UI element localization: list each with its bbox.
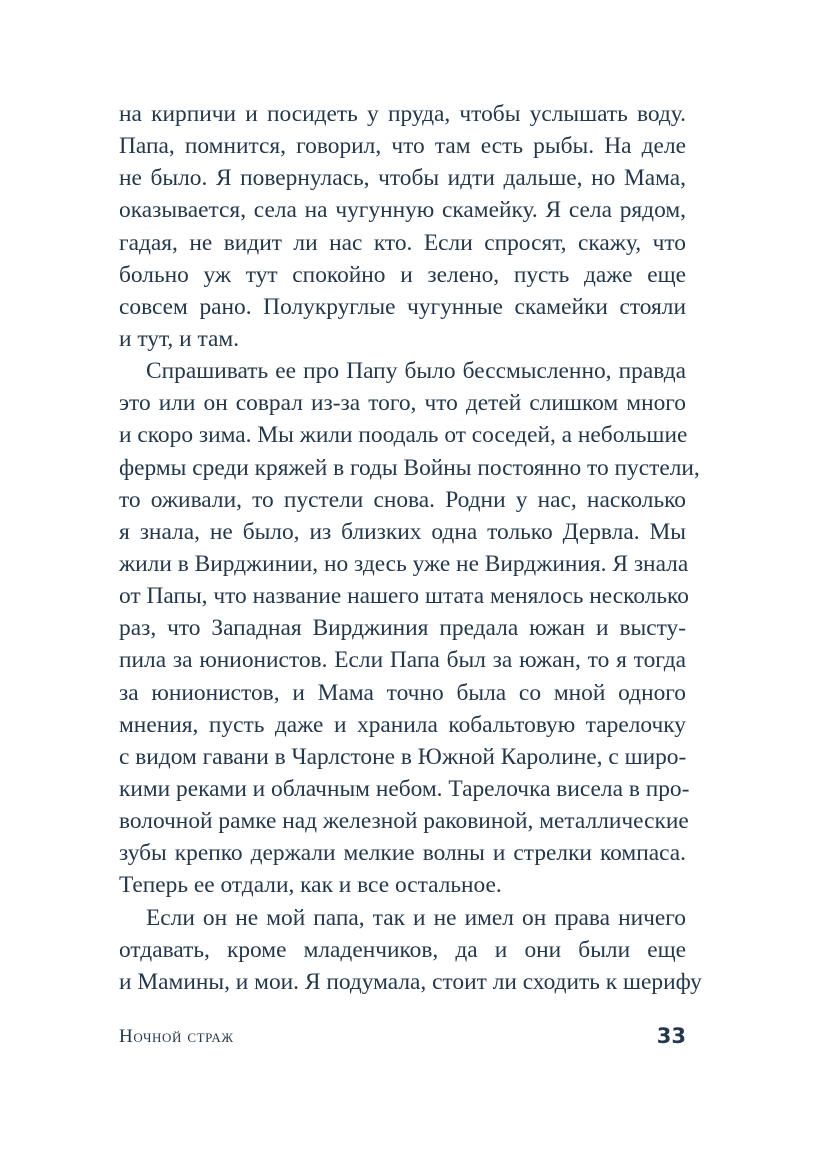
text-line: я знала, не было, из близких одна только Дервла. Мы: [119, 518, 686, 545]
text-line: отдавать, кроме младенчиков, да и они были еще: [119, 936, 686, 963]
paragraph: [119, 355, 700, 901]
text-line: Теперь ее отдали, как и все остальное.: [119, 872, 502, 899]
text-line: то оживали, то пустели снова. Родни у нас, насколько: [119, 486, 686, 513]
text-line: за юнионистов, и Мама точно была со мной одного: [119, 679, 686, 706]
paragraph: [119, 98, 686, 355]
text-line: мнения, пусть даже и хранила кобальтовую тарелочку: [119, 711, 686, 738]
text-line: не было. Я повернулась, чтобы идти дальше, но Мама,: [119, 165, 686, 192]
text-line: и скоро зима. Мы жили поодаль от соседей, а небольшие: [119, 422, 688, 449]
text-line: Если он не мой папа, так и не имел он права ничего: [146, 904, 686, 931]
text-line: зубы крепко держали мелкие волны и стрелки компаса.: [119, 840, 686, 867]
text-line: пила за юнионистов. Если Папа был за южан, то я тогда: [119, 647, 686, 674]
text-line: Спрашивать ее про Папу было бессмысленно, правда: [146, 358, 686, 385]
text-line: на кирпичи и посидеть у пруда, чтобы услышать воду.: [119, 101, 686, 127]
text-line: с видом гавани в Чарлстоне в Южной Каролине, с широ-: [119, 743, 687, 770]
text-line: раз, что Западная Вирджиния предала южан и высту-: [119, 615, 686, 642]
text-line: оказывается, села на чугунную скамейку. Я села рядом,: [119, 197, 686, 224]
text-line: фермы среди кряжей в годы Войны постоянно то пустели,: [119, 454, 700, 481]
text-line: гадая, не видит ли нас кто. Если спросят, скажу, что: [119, 229, 686, 256]
paragraph: [119, 902, 702, 998]
text-line: совсем рано. Полукруглые чугунные скамейки стояли: [119, 293, 686, 320]
text-line: Папа, помнится, говорил, что там есть рыбы. На деле: [119, 133, 686, 160]
text-line: волочной рамке над железной раковиной, металлические: [119, 808, 689, 835]
text-line: от Папы, что название нашего штата менялось несколько: [119, 583, 689, 610]
running-footer-title: Ночной страж: [119, 1026, 234, 1047]
text-line: жили в Вирджинии, но здесь уже не Вирджиния. Я знала: [119, 550, 689, 577]
body-text: [119, 98, 702, 998]
text-line: больно уж тут спокойно и зелено, пусть даже еще: [119, 261, 686, 288]
text-line: и тут, и там.: [119, 325, 240, 352]
text-line: и Мамины, и мои. Я подумала, стоит ли сходить к шерифу: [119, 968, 702, 995]
text-line: это или он соврал из-за того, что детей слишком много: [119, 390, 686, 417]
page-number: 33: [656, 1024, 686, 1048]
text-line: кими реками и облачным небом. Тарелочка висела в про-: [119, 775, 690, 802]
